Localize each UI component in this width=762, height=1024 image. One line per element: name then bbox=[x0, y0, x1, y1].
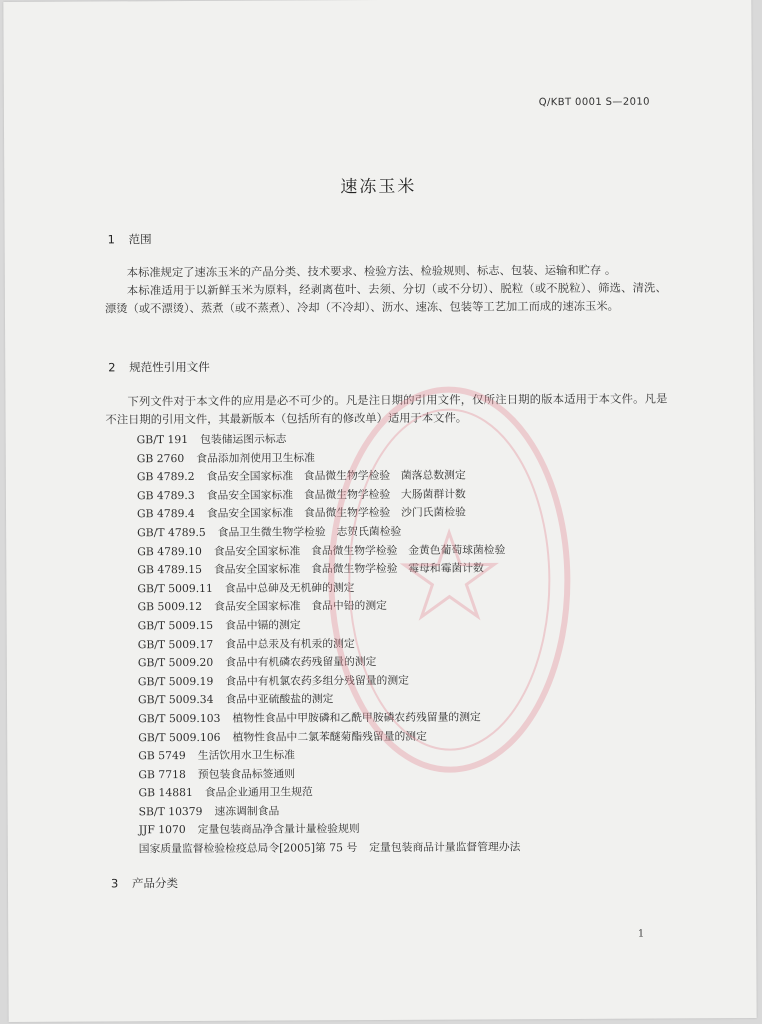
scope-paragraph-1: 本标准规定了速冻玉米的产品分类、技术要求、检验方法、检验规则、标志、包装、运输和贮存 。 bbox=[126, 263, 617, 280]
reference-title: 食品安全国家标准 食品微生物学检验 金黄色葡萄球菌检验 bbox=[213, 542, 506, 558]
reference-title: 食品中总汞及有机汞的测定 bbox=[225, 636, 355, 651]
reference-title: 食品安全国家标准 食品微生物学检验 霉母和霉菌计数 bbox=[213, 561, 484, 577]
reference-title: 食品中镉的测定 bbox=[225, 618, 301, 632]
reference-code: GB/T 5009.11 bbox=[137, 581, 213, 596]
references-intro: 下列文件对于本文件的应用是必不可少的。凡是注日期的引用文件，仅所注日期的版本适用于本文件。凡是不注日期的引用文件，其最新版本（包括所有的修改单）适用于本文件。 bbox=[105, 392, 668, 427]
scope-paragraph-2: 本标准适用于以新鲜玉米为原料，经剥离苞叶、去须、分切（或不分切）、脱粒（或不脱粒）、筛选、清洗、漂烫（或不漂烫）、蒸煮（或不蒸煮）、冷却（不冷却）、沥水、速冻、包装等工艺加工而成的速冻玉米。 bbox=[104, 281, 667, 316]
document-code: Q/KBT 0001 S—2010 bbox=[538, 96, 650, 109]
reference-code: GB 4789.2 bbox=[136, 470, 195, 484]
reference-code: GB 5749 bbox=[138, 749, 186, 763]
reference-title: 生活饮用水卫生标准 bbox=[197, 748, 295, 763]
reference-code: GB 4789.10 bbox=[137, 544, 202, 558]
reference-code: GB/T 191 bbox=[136, 433, 189, 447]
reference-code: GB 4789.4 bbox=[136, 507, 195, 521]
reference-title: 食品添加剂使用卫生标准 bbox=[196, 450, 315, 465]
section-1-title: 范围 bbox=[128, 232, 152, 247]
section-2-heading bbox=[108, 359, 210, 376]
reference-title: 包装储运图示标志 bbox=[200, 432, 287, 446]
reference-title: 食品中总砷及无机砷的测定 bbox=[224, 580, 355, 595]
section-3-number: 3 bbox=[110, 876, 119, 891]
page-number: 1 bbox=[637, 928, 645, 940]
section-1-heading bbox=[108, 231, 152, 247]
reference-title: 食品中亚硫酸盐的测定 bbox=[225, 692, 334, 707]
reference-code: GB/T 5009.17 bbox=[137, 637, 214, 651]
reference-code: GB/T 5009.19 bbox=[137, 674, 214, 688]
reference-title: 食品安全国家标准 食品微生物学检验 菌落总数测定 bbox=[206, 468, 466, 484]
reference-title: 定量包装商品计量监督管理办法 bbox=[369, 840, 521, 855]
section-1-body bbox=[105, 261, 667, 318]
reference-item bbox=[139, 838, 679, 859]
reference-code: GB 5009.12 bbox=[137, 600, 203, 614]
reference-title: 定量包装商品净含量计量检验规则 bbox=[197, 822, 360, 837]
section-2-intro bbox=[105, 390, 667, 429]
reference-code: GB/T 5009.34 bbox=[137, 693, 214, 707]
reference-title: 食品安全国家标准 食品微生物学检验 大肠菌群计数 bbox=[206, 487, 466, 502]
reference-code: GB 4789.3 bbox=[136, 488, 195, 503]
reference-title: 食品中有机氯农药多组分残留量的测定 bbox=[225, 673, 409, 688]
reference-code: GB/T 5009.20 bbox=[137, 656, 214, 670]
section-2-number: 2 bbox=[108, 360, 116, 375]
section-3-heading bbox=[111, 875, 178, 891]
reference-title: 食品安全国家标准 食品微生物学检验 沙门氏菌检验 bbox=[206, 505, 466, 521]
reference-code: JJF 1070 bbox=[138, 823, 186, 837]
reference-code: 国家质量监督检验检疫总局令[2005]第 75 号 bbox=[138, 841, 358, 856]
reference-code: GB 4789.15 bbox=[137, 563, 202, 577]
reference-title: 植物性食品中二氯苯醚菊酯残留量的测定 bbox=[232, 729, 427, 744]
section-3-title: 产品分类 bbox=[131, 876, 178, 891]
document-page bbox=[3, 0, 756, 1022]
reference-list bbox=[137, 428, 679, 858]
reference-title: 食品中有机磷农药残留量的测定 bbox=[225, 655, 377, 669]
reference-code: GB/T 5009.103 bbox=[138, 711, 221, 726]
reference-title: 食品安全国家标准 食品中铅的测定 bbox=[214, 599, 387, 614]
section-2-title: 规范性引用文件 bbox=[129, 359, 210, 375]
reference-code: SB/T 10379 bbox=[138, 804, 203, 819]
reference-code: GB/T 5009.15 bbox=[137, 618, 214, 633]
reference-code: GB/T 5009.106 bbox=[138, 730, 221, 744]
reference-code: GB 2760 bbox=[136, 451, 185, 465]
document-title: 速冻玉米 bbox=[340, 176, 417, 198]
reference-title: 食品卫生微生物学检验 志贺氏菌检验 bbox=[217, 524, 402, 539]
section-1-number: 1 bbox=[107, 232, 115, 247]
reference-title: 速冻调制食品 bbox=[214, 804, 280, 818]
reference-title: 食品企业通用卫生规范 bbox=[204, 785, 313, 800]
reference-title: 植物性食品中甲胺磷和乙酰甲胺磷农药残留量的测定 bbox=[232, 710, 481, 725]
reference-code: GB 7718 bbox=[138, 767, 186, 781]
reference-code: GB 14881 bbox=[138, 786, 193, 800]
reference-title: 预包装食品标签通则 bbox=[197, 767, 296, 781]
reference-code: GB/T 4789.5 bbox=[137, 525, 206, 540]
